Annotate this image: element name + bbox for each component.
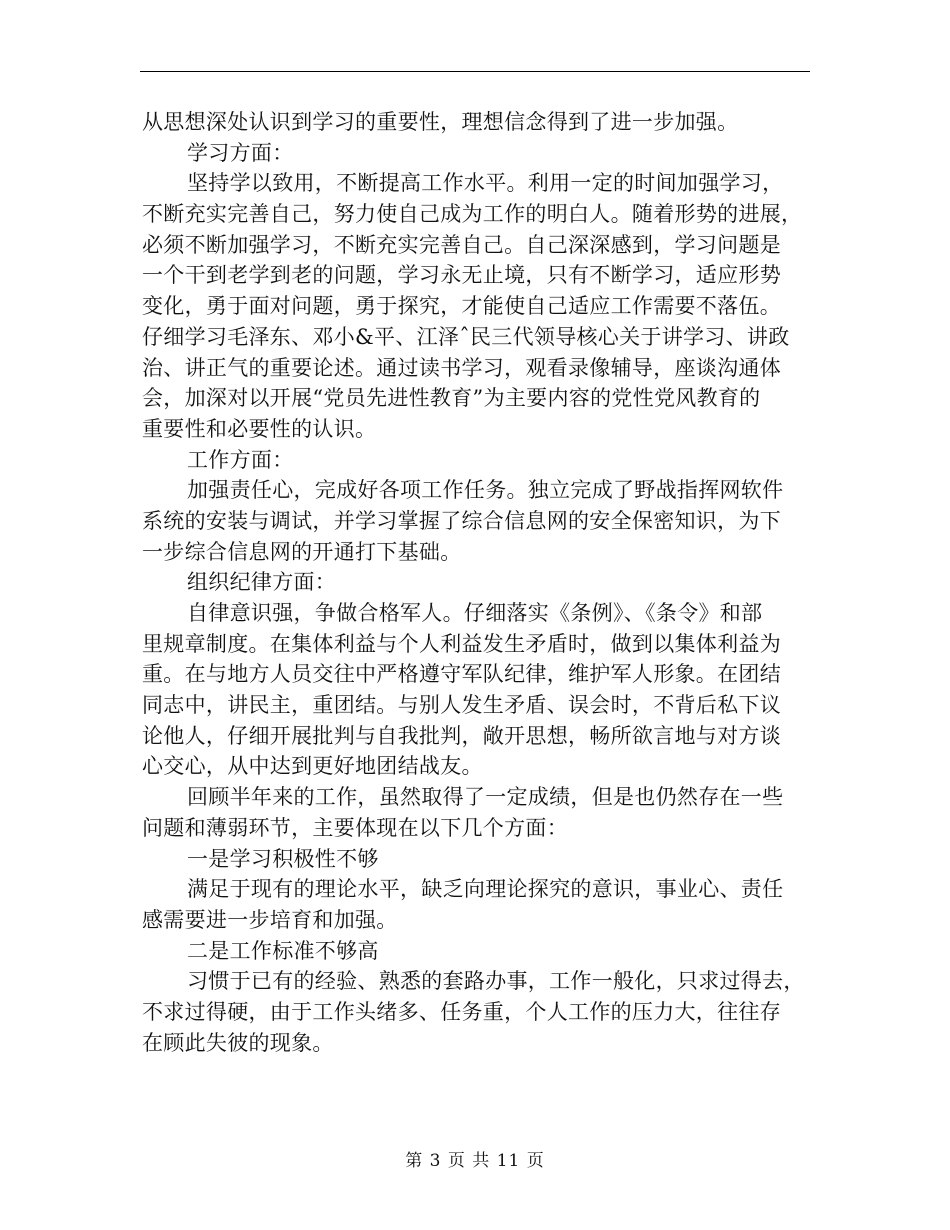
text-line: 必须不断加强学习，不断充实完善自己。自己深深感到，学习问题是 bbox=[142, 232, 781, 257]
text-line: 二是工作标准不够高 bbox=[187, 938, 379, 963]
document-body bbox=[142, 107, 810, 1058]
text-line: 满足于现有的理论水平，缺乏向理论探究的意识，事业心、责任 bbox=[187, 877, 784, 902]
text-line: 在顾此失彼的现象。 bbox=[142, 1030, 334, 1055]
text-line: 同志中，讲民主，重团结。与别人发生矛盾、误会时，不背后私下议 bbox=[142, 693, 781, 718]
text-line: 一步综合信息网的开通打下基础。 bbox=[142, 539, 462, 564]
header-rule bbox=[140, 71, 810, 72]
text-line: 组织纪律方面： bbox=[187, 570, 337, 595]
page-number-footer: 第 3 页 共 11 页 bbox=[405, 1151, 545, 1171]
text-line: 问题和薄弱环节，主要体现在以下几个方面： bbox=[142, 815, 568, 840]
text-line: 心交心，从中达到更好地团结战友。 bbox=[142, 754, 483, 779]
text-line: 治、讲正气的重要论述。通过读书学习，观看录像辅导，座谈沟通体 bbox=[142, 355, 781, 380]
text-line: 系统的安装与调试，并学习掌握了综合信息网的安全保密知识，为下 bbox=[142, 508, 781, 533]
text-line: 不断充实完善自己，努力使自己成为工作的明白人。随着形势的进展， bbox=[142, 202, 803, 227]
text-line: 回顾半年来的工作，虽然取得了一定成绩，但是也仍然存在一些 bbox=[187, 785, 784, 810]
text-line: 加强责任心，完成好各项工作任务。独立完成了野战指挥网软件 bbox=[187, 478, 784, 503]
text-line: 重要性和必要性的认识。 bbox=[142, 416, 377, 441]
text-line: 论他人，仔细开展批判与自我批判，敞开思想，畅所欲言地与对方谈 bbox=[142, 723, 781, 748]
text-line: 会，加深对以开展“党员先进性教育”为主要内容的党性党风教育的 bbox=[142, 386, 761, 411]
text-line: 习惯于已有的经验、熟悉的套路办事，工作一般化，只求过得去， bbox=[187, 969, 805, 994]
text-line: 工作方面： bbox=[187, 447, 294, 472]
text-line: 不求过得硬，由于工作头绪多、任务重，个人工作的压力大，往往存 bbox=[142, 999, 781, 1024]
text-line: 坚持学以致用，不断提高工作水平。利用一定的时间加强学习， bbox=[187, 171, 784, 196]
text-line: 重。在与地方人员交往中严格遵守军队纪律，维护军人形象。在团结 bbox=[142, 662, 781, 687]
text-line: 里规章制度。在集体利益与个人利益发生矛盾时，做到以集体利益为 bbox=[142, 631, 781, 656]
text-line: 一个干到老学到老的问题，学习永无止境，只有不断学习，适应形势 bbox=[142, 263, 781, 288]
text-line: 变化，勇于面对问题，勇于探究，才能使自己适应工作需要不落伍。 bbox=[142, 294, 781, 319]
text-line: 仔细学习毛泽东、邓小&平、江泽ˆ民三代领导核心关于讲学习、讲政 bbox=[142, 324, 790, 349]
text-line: 自律意识强，争做合格军人。仔细落实《条例》、《条令》和部 bbox=[187, 601, 763, 625]
text-line: 学习方面： bbox=[187, 140, 294, 165]
text-line: 一是学习积极性不够 bbox=[187, 846, 379, 871]
text-line: 感需要进一步培育和加强。 bbox=[142, 907, 398, 932]
text-line: 从思想深处认识到学习的重要性，理想信念得到了进一步加强。 bbox=[142, 110, 739, 134]
